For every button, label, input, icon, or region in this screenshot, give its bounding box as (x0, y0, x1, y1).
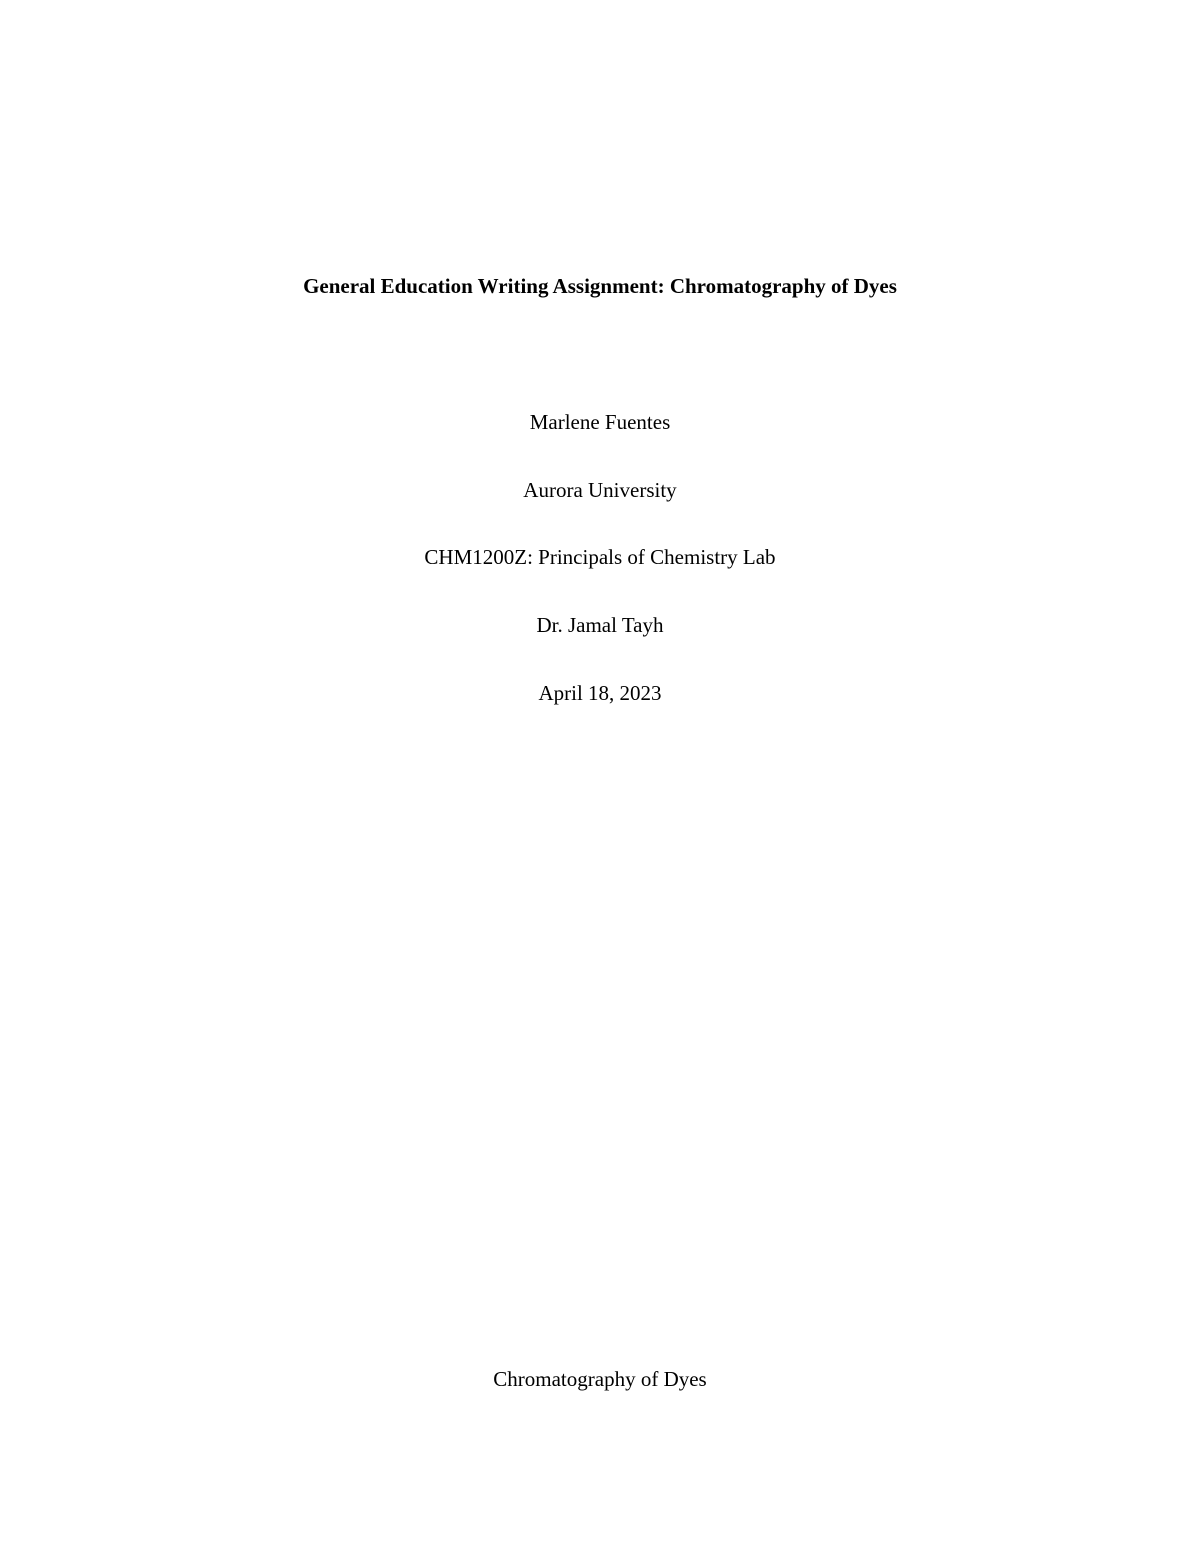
institution-name: Aurora University (523, 478, 677, 502)
course-name: CHM1200Z: Principals of Chemistry Lab (424, 545, 776, 569)
submission-date: April 18, 2023 (538, 681, 662, 705)
paper-title: General Education Writing Assignment: Chromatography of Dyes (303, 274, 897, 298)
author-name: Marlene Fuentes (529, 410, 671, 434)
body-heading: Chromatography of Dyes (493, 1367, 707, 1391)
instructor-name: Dr. Jamal Tayh (536, 613, 664, 637)
